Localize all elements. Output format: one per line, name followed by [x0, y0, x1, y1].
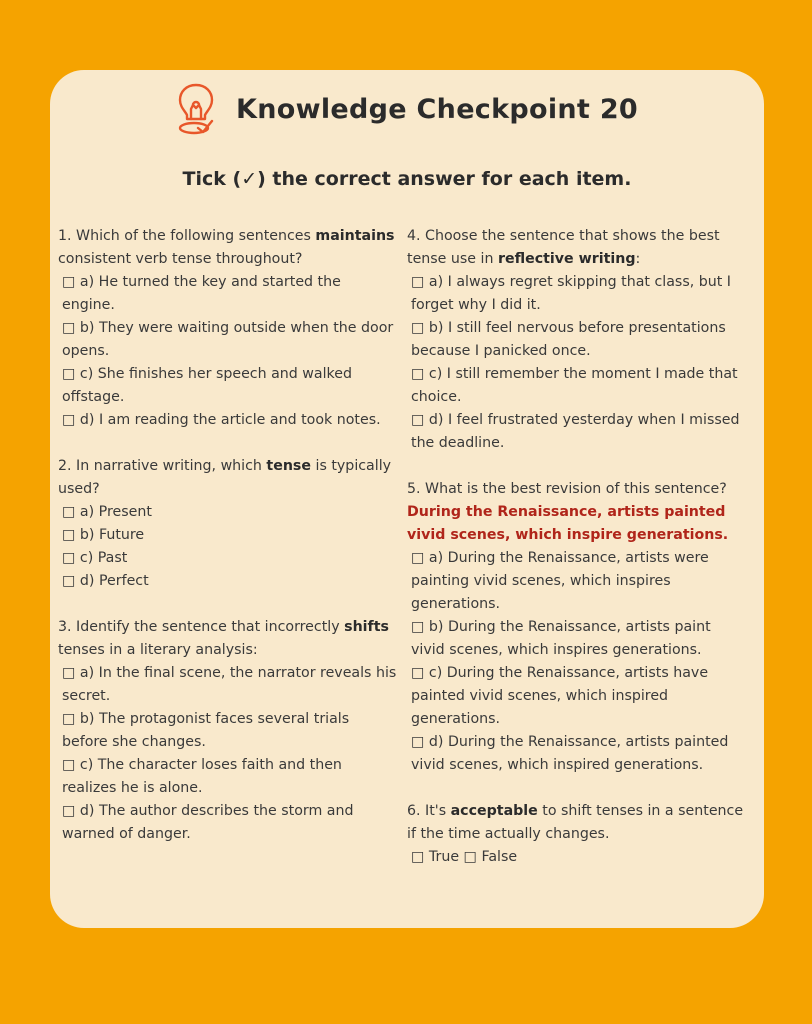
lightbulb-check-icon	[176, 81, 216, 137]
question-text: 4. Choose the sentence that shows the best tense use in	[407, 228, 720, 267]
option-c[interactable]: □ c) Past	[62, 550, 128, 566]
keyword: shifts	[344, 619, 389, 635]
right-column	[407, 225, 747, 892]
question-text: is typically used?	[58, 458, 392, 497]
instructions: Tick (✓) the correct answer for each item.	[182, 168, 632, 190]
question-text: 2. In narrative writing, which	[58, 458, 267, 474]
question-3	[58, 616, 398, 846]
option-c[interactable]: □ c) The character loses faith and then realizes he is alone.	[62, 757, 342, 796]
option-c[interactable]: □ c) She finishes her speech and walked offstage.	[62, 366, 352, 405]
question-2	[58, 455, 398, 593]
header	[50, 78, 764, 140]
keyword: maintains	[315, 228, 395, 244]
option-b[interactable]: □ b) The protagonist faces several trials before she changes.	[62, 711, 350, 750]
worksheet-card	[50, 70, 764, 928]
question-6	[407, 800, 747, 869]
option-d[interactable]: □ d) During the Renaissance, artists painted vivid scenes, which inspired generations.	[411, 734, 729, 773]
option-d[interactable]: □ d) I am reading the article and took notes.	[62, 412, 381, 428]
option-b[interactable]: □ b) Future	[62, 527, 145, 543]
option-a[interactable]: □ a) In the final scene, the narrator reveals his secret.	[62, 665, 397, 704]
option-c[interactable]: □ c) I still remember the moment I made that choice.	[411, 366, 738, 405]
question-text: 5. What is the best revision of this sentence?	[407, 481, 727, 497]
highlighted-sentence: During the Renaissance, artists painted vivid scenes, which inspire generations.	[407, 504, 729, 543]
question-5	[407, 478, 747, 777]
question-text: consistent verb tense throughout?	[58, 251, 303, 267]
option-a[interactable]: □ a) He turned the key and started the engine.	[62, 274, 341, 313]
question-text: 3. Identify the sentence that incorrectly	[58, 619, 345, 635]
option-a[interactable]: □ a) I always regret skipping that class, but I forget why I did it.	[411, 274, 731, 313]
option-d[interactable]: □ d) I feel frustrated yesterday when I missed the deadline.	[411, 412, 740, 451]
option-d[interactable]: □ d) Perfect	[62, 573, 149, 589]
keyword: tense	[266, 458, 311, 474]
true-false-options[interactable]: □ True □ False	[411, 849, 518, 865]
question-text: tenses in a literary analysis:	[58, 642, 258, 658]
option-c[interactable]: □ c) During the Renaissance, artists have painted vivid scenes, which inspired generations.	[411, 665, 709, 727]
option-a[interactable]: □ a) Present	[62, 504, 152, 520]
keyword: reflective writing	[497, 251, 636, 267]
left-column	[58, 225, 398, 869]
option-b[interactable]: □ b) During the Renaissance, artists paint vivid scenes, which inspires generations.	[411, 619, 711, 658]
question-1	[58, 225, 398, 432]
keyword: acceptable	[450, 803, 538, 819]
option-d[interactable]: □ d) The author describes the storm and warned of danger.	[62, 803, 354, 842]
question-text: 1. Which of the following sentences	[58, 228, 316, 244]
option-b[interactable]: □ b) They were waiting outside when the door opens.	[62, 320, 394, 359]
page-title: Knowledge Checkpoint 20	[235, 93, 638, 125]
question-4	[407, 225, 747, 455]
question-text: 6. It's	[407, 803, 451, 819]
question-text: to shift tenses in a sentence if the time actually changes.	[407, 803, 744, 842]
question-text: :	[635, 251, 641, 267]
option-b[interactable]: □ b) I still feel nervous before presentations because I panicked once.	[411, 320, 726, 359]
option-a[interactable]: □ a) During the Renaissance, artists were painting vivid scenes, which inspires generations.	[411, 550, 709, 612]
